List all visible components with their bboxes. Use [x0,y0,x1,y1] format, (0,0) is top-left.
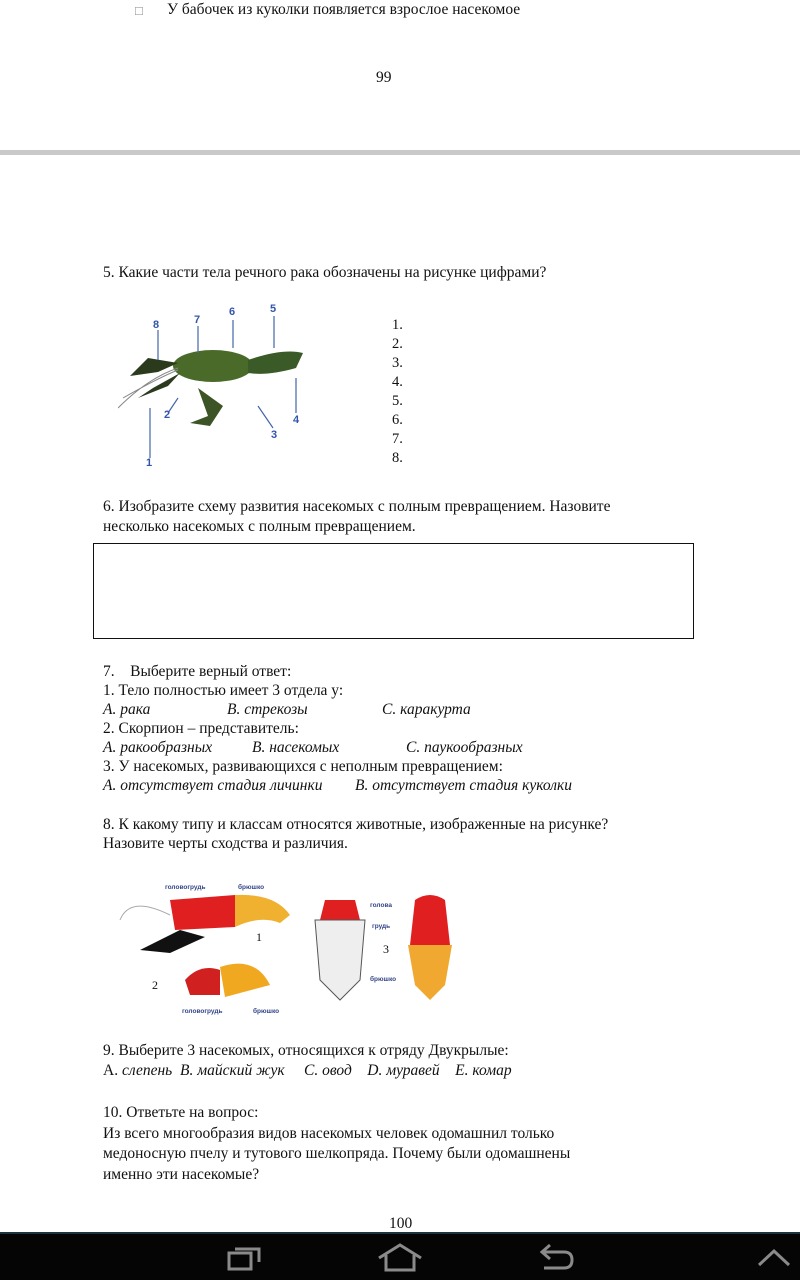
label-cephalothorax-2: головогрудь [182,1008,223,1015]
label-thorax: грудь [372,923,391,930]
q9-opt-c: С. овод [304,1062,352,1079]
bullet-icon: □ [135,3,143,18]
figure-number-3: 3 [383,942,389,956]
fig-label-2: 2 [164,409,171,421]
q9-opt-e: Е. комар [455,1062,512,1079]
q5-text: 5. Какие части тела речного рака обозначены на рисунке цифрами? [103,264,547,281]
page-number: 99 [376,69,392,86]
figure-number-2: 2 [152,978,158,992]
q7-2-opt-a: А. ракообразных [103,739,213,756]
answer-3: 3. [392,355,403,371]
q7-num: 7. [103,663,115,680]
fig-label-1: 1 [146,457,153,469]
fig-label-8: 8 [153,319,160,331]
fig-label-6: 6 [229,306,236,318]
q7-item1: 1. Тело полностью имеет 3 отдела у: [103,682,344,699]
back-icon[interactable] [536,1242,576,1272]
q9-opt-b: В. майский жук [179,1062,285,1079]
q9-opt-a: слепень [121,1062,173,1079]
q9-opt-d: D. муравей [367,1062,440,1079]
fig-label-3: 3 [271,429,278,441]
figure-number-1: 1 [256,930,262,944]
label-abdomen-1: брюшко [238,884,265,891]
q10-title: 10. Ответьте на вопрос: [103,1104,259,1121]
animals-figure [110,875,470,1020]
navigation-bar [0,1232,800,1280]
label-cephalothorax-1: головогрудь [165,884,206,891]
q10 [103,1103,570,1185]
answer-7: 7. [392,431,403,447]
q9-text: 9. Выберите 3 насекомых, относящихся к отряду Двукрылые: [103,1042,509,1059]
q8-line2: Назовите черты сходства и различия. [103,835,348,852]
answer-6: 6. [392,412,403,428]
q10-line1: Из всего многообразия видов насекомых человек одомашнил только [103,1124,555,1142]
q9-options [103,1062,512,1080]
label-head: голова [370,902,392,909]
q7-1-opt-a: А. рака [103,701,151,718]
q10-line2: медоносную пчелу и тутового шелкопряда. Почему были одомашнены [103,1145,571,1162]
q7-2-opt-b: В. насекомых [252,739,340,756]
page-separator [0,150,800,155]
answer-2: 2. [392,336,403,352]
q6-line2: несколько насекомых с полным превращением. [103,518,416,535]
answer-4: 4. [392,374,403,390]
fig-label-5: 5 [270,303,277,315]
q7-3-opt-a: А. отсутствует стадия личинки [103,777,323,794]
q7-item3: 3. У насекомых, развивающихся с неполным превращением: [103,758,503,775]
fig-label-7: 7 [194,314,201,326]
bullet-line: У бабочек из куколки появляется взрослое насекомое [167,1,521,18]
q6-answer-box [93,543,694,639]
q5-answer-list [392,316,403,468]
q8-line1: 8. К какому типу и классам относятся животные, изображенные на рисунке? [103,816,609,833]
chevron-up-icon[interactable] [756,1246,792,1268]
page-number: 100 [389,1215,413,1232]
q7-title: Выберите верный ответ: [130,663,292,680]
q7-1-opt-b: В. стрекозы [227,701,308,718]
q7 [103,662,573,795]
fig-label-4: 4 [293,414,300,426]
answer-1: 1. [392,317,403,333]
crayfish-figure [118,298,318,470]
q7-1-opt-c: С. каракурта [382,701,471,718]
q7-3-opt-b: В. отсутствует стадия куколки [355,777,573,794]
q6-line1: 6. Изобразите схему развития насекомых с полным превращением. Назовите [103,498,611,515]
recent-apps-icon[interactable] [226,1244,266,1272]
answer-5: 5. [392,393,403,409]
home-icon[interactable] [376,1242,424,1272]
q7-item2: 2. Скорпион – представитель: [103,720,299,737]
label-abdomen-3: брюшко [370,976,397,983]
q10-line3: именно эти насекомые? [103,1165,260,1183]
q7-2-opt-c: С. паукообразных [406,739,523,756]
q9-prefix: А. [103,1062,119,1079]
answer-8: 8. [392,450,403,466]
label-abdomen-2: брюшко [253,1008,280,1015]
